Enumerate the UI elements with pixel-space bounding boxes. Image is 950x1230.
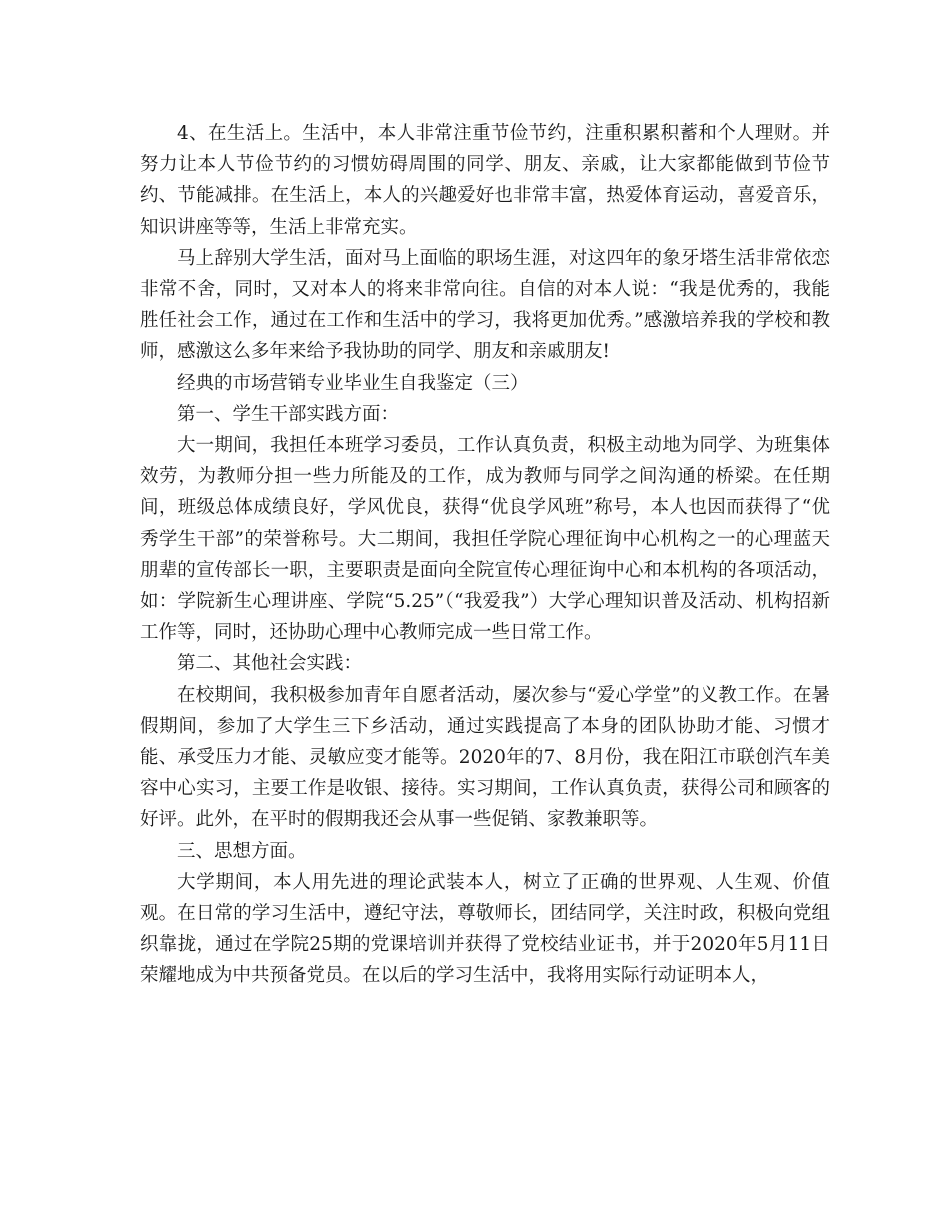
paragraph-social-practice: 在校期间，我积极参加青年自愿者活动，屡次参与“爱心学堂”的义教工作。在暑假期间，参加了大学生三下乡活动，通过实践提高了本身的团队协助才能、习惯才能、承受压力才能、灵敏应变才能等。2020年的7、8月份，我在阳江市联创汽车美容中心实习，主要工作是收银、接待。实习期间，工作认真负责，获得公司和顾客的好评。此外，在平时的假期我还会从事一些促销、家教兼职等。 [140, 684, 830, 831]
paragraph-farewell: 马上辞别大学生活，面对马上面临的职场生涯，对这四年的象牙塔生活非常依恋非常不舍，同时，又对本人的将来非常向往。自信的对本人说：“我是优秀的，我能胜任社会工作，通过在工作和生活中的学习，我将更加优秀。”感激培养我的学校和教师，感激这么多年来给予我协助的同学、朋友和亲戚朋友! [140, 247, 830, 363]
subheading-student-cadre: 第一、学生干部实践方面： [177, 403, 400, 425]
paragraph-student-cadre: 大一期间，我担任本班学习委员，工作认真负责，积极主动地为同学、为班集体效劳，为教师分担一些力所能及的工作，成为教师与同学之间沟通的桥梁。在任期间，班级总体成绩良好，学风优良，获得“优良学风班”称号，本人也因而获得了“优秀学生干部”的荣誉称号。大二期间，我担任学院心理征询中心机构之一的心理蓝天朋辈的宣传部长一职，主要职责是面向全院宣传心理征询中心和本机构的各项活动，如：学院新生心理讲座、学院“5.25”（“我爱我”）大学心理知识普及活动、机构招新工作等，同时，还协助心理中心教师完成一些日常工作。 [140, 435, 830, 644]
document-body [140, 118, 830, 992]
paragraph-life: 4、在生活上。生活中，本人非常注重节俭节约，注重积累积蓄和个人理财。并努力让本人节俭节约的习惯妨碍周围的同学、朋友、亲戚，让大家都能做到节俭节约、节能减排。在生活上，本人的兴趣爱好也非常丰富，热爱体育运动，喜爱音乐，知识讲座等等，生活上非常充实。 [140, 123, 830, 238]
subheading-social-practice: 第二、其他社会实践： [177, 653, 363, 675]
section-title: 经典的市场营销专业毕业生自我鉴定（三） [177, 372, 529, 394]
paragraph-ideology: 大学期间，本人用先进的理论武装本人，树立了正确的世界观、人生观、价值观。在日常的学习生活中，遵纪守法，尊敬师长，团结同学，关注时政，积极向党组织靠拢，通过在学院25期的党课培训并获得了党校结业证书，并于2020年5月11日荣耀地成为中共预备党员。在以后的学习生活中，我将用实际行动证明本人， [140, 871, 830, 987]
subheading-ideology: 三、思想方面。 [177, 840, 307, 862]
